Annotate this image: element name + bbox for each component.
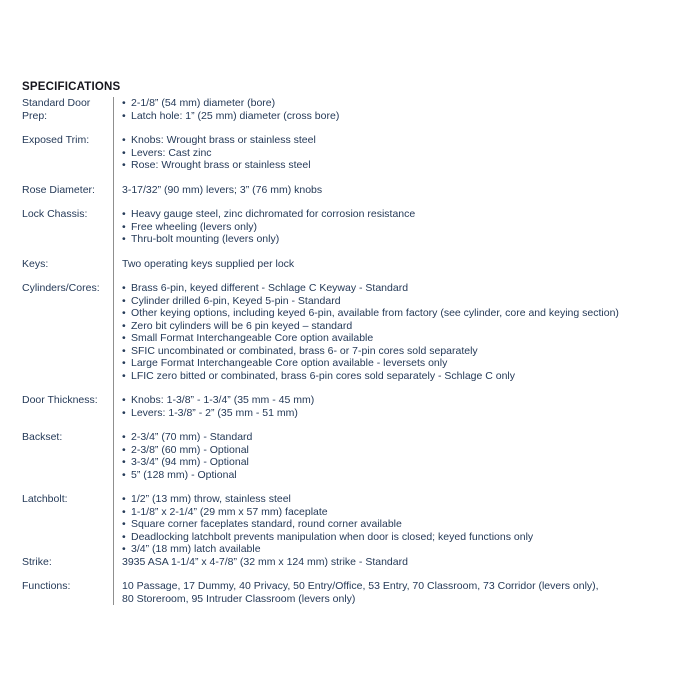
spec-row <box>22 580 692 605</box>
bullet-icon: • <box>122 97 126 109</box>
bullet-text: 2-1/8” (54 mm) diameter (bore) <box>131 97 276 109</box>
bullet-item <box>122 221 692 234</box>
bullet-item <box>122 159 692 172</box>
page-title: SPECIFICATIONS <box>22 81 121 93</box>
bullet-icon: • <box>122 294 126 307</box>
bullet-icon: • <box>122 394 126 406</box>
spec-text-line: 10 Passage, 17 Dummy, 40 Privacy, 50 Entry/Office, 53 Entry, 70 Classroom, 73 Corridor (levers only), <box>122 580 599 592</box>
bullet-text: 3/4” (18 mm) latch available <box>131 543 261 555</box>
spec-row <box>22 493 692 556</box>
spec-label: Backset: <box>22 431 63 443</box>
bullet-text: Thru-bolt mounting (levers only) <box>131 233 280 245</box>
bullet-text: 1/2” (13 mm) throw, stainless steel <box>131 493 291 505</box>
bullet-item <box>122 110 692 123</box>
bullet-text: Square corner faceplates standard, round corner available <box>131 518 402 530</box>
bullet-text: Small Format Interchangeable Core option available <box>131 332 374 344</box>
spec-label: Latchbolt: <box>22 493 68 505</box>
bullet-item <box>122 208 692 221</box>
bullet-icon: • <box>122 282 126 294</box>
spec-label: Cylinders/Cores: <box>22 282 100 294</box>
bullet-icon: • <box>122 543 126 555</box>
bullet-item <box>122 469 692 482</box>
spec-content <box>113 580 692 605</box>
bullet-text: Heavy gauge steel, zinc dichromated for corrosion resistance <box>131 208 416 220</box>
bullet-icon: • <box>122 518 126 530</box>
bullet-icon: • <box>122 208 126 220</box>
bullet-icon: • <box>122 109 126 122</box>
bullet-item <box>122 320 692 333</box>
bullet-icon: • <box>122 146 126 159</box>
bullet-item <box>122 147 692 160</box>
bullet-item <box>122 233 692 246</box>
spec-row <box>22 282 692 394</box>
bullet-text: 3-3/4” (94 mm) - Optional <box>131 456 249 468</box>
bullet-item <box>122 370 692 383</box>
spec-label: Rose Diameter: <box>22 183 95 196</box>
bullet-item <box>122 506 692 519</box>
bullet-text: 2-3/8” (60 mm) - Optional <box>131 443 249 456</box>
bullet-item <box>122 307 692 320</box>
spec-row <box>22 556 692 581</box>
bullet-text: Levers: 1-3/8” - 2” (35 mm - 51 mm) <box>131 406 298 419</box>
spec-label: Door Thickness: <box>22 394 98 406</box>
spec-text-line: 3-17/32” (90 mm) levers; 3” (76 mm) knobs <box>122 183 323 196</box>
bullet-text: Free wheeling (levers only) <box>131 220 258 233</box>
bullet-item <box>122 357 692 370</box>
spec-label: Exposed Trim: <box>22 134 90 146</box>
spec-table <box>22 97 692 605</box>
spec-label: Functions: <box>22 580 71 592</box>
bullet-item <box>122 456 692 469</box>
bullet-item <box>122 295 692 308</box>
bullet-item <box>122 134 692 147</box>
bullet-text: Rose: Wrought brass or stainless steel <box>131 159 311 171</box>
bullet-icon: • <box>122 134 126 146</box>
bullet-item <box>122 543 692 556</box>
bullet-text: Zero bit cylinders will be 6 pin keyed – standard <box>131 319 353 332</box>
bullet-icon: • <box>122 443 126 456</box>
spec-text-line: 3935 ASA 1-1/4” x 4-7/8” (32 mm x 124 mm) strike - Standard <box>122 555 408 568</box>
spec-content <box>113 556 692 581</box>
spec-content <box>113 208 692 258</box>
bullet-icon: • <box>122 319 126 332</box>
bullet-item <box>122 493 692 506</box>
bullet-icon: • <box>122 431 126 443</box>
bullet-icon: • <box>122 307 126 319</box>
spec-label: Standard Door Prep: <box>22 97 91 122</box>
spec-row <box>22 431 692 493</box>
bullet-text: Deadlocking latchbolt prevents manipulation when door is closed; keyed functions only <box>131 530 534 543</box>
bullet-icon: • <box>122 233 126 245</box>
bullet-icon: • <box>122 493 126 505</box>
bullet-icon: • <box>122 505 126 518</box>
bullet-text: SFIC uncombinated or combinated, brass 6- or 7-pin cores sold separately <box>131 344 478 357</box>
bullet-item <box>122 345 692 358</box>
spec-content <box>113 97 692 134</box>
bullet-text: Latch hole: 1” (25 mm) diameter (cross bore) <box>131 109 340 122</box>
bullet-text: LFIC zero bitted or combinated, brass 6-pin cores sold separately - Schlage C only <box>131 369 516 382</box>
spec-row <box>22 394 692 431</box>
spec-content <box>113 258 692 283</box>
spec-content <box>113 431 692 493</box>
bullet-text: Knobs: 1-3/8” - 1-3/4” (35 mm - 45 mm) <box>131 394 315 406</box>
spec-row <box>22 97 692 134</box>
bullet-text: 2-3/4” (70 mm) - Standard <box>131 431 253 443</box>
bullet-icon: • <box>122 357 126 369</box>
bullet-icon: • <box>122 468 126 481</box>
bullet-icon: • <box>122 406 126 419</box>
spec-row <box>22 184 692 209</box>
bullet-icon: • <box>122 220 126 233</box>
spec-content <box>113 394 692 431</box>
bullet-item <box>122 282 692 295</box>
bullet-item <box>122 518 692 531</box>
bullet-icon: • <box>122 369 126 382</box>
bullet-icon: • <box>122 530 126 543</box>
spec-row <box>22 208 692 258</box>
bullet-item <box>122 444 692 457</box>
bullet-item <box>122 97 692 110</box>
spec-content <box>113 134 692 184</box>
spec-row <box>22 258 692 283</box>
bullet-text: Brass 6-pin, keyed different - Schlage C Keyway - Standard <box>131 282 409 294</box>
spec-content <box>113 184 692 209</box>
spec-content <box>113 282 692 394</box>
bullet-item <box>122 431 692 444</box>
bullet-text: Cylinder drilled 6-pin, Keyed 5-pin - Standard <box>131 294 341 307</box>
bullet-icon: • <box>122 159 126 171</box>
bullet-text: Other keying options, including keyed 6-pin, available from factory (see cylinder, core and keying section) <box>131 307 619 319</box>
bullet-item <box>122 394 692 407</box>
bullet-icon: • <box>122 456 126 468</box>
bullet-text: Large Format Interchangeable Core option available - leversets only <box>131 357 448 369</box>
spec-text-line: 80 Storeroom, 95 Intruder Classroom (levers only) <box>122 592 356 605</box>
spec-row <box>22 134 692 184</box>
bullet-item <box>122 332 692 345</box>
bullet-text: Knobs: Wrought brass or stainless steel <box>131 134 316 146</box>
spec-content <box>113 493 692 556</box>
bullet-icon: • <box>122 344 126 357</box>
bullet-text: 1-1/8” x 2-1/4” (29 mm x 57 mm) faceplate <box>131 505 328 518</box>
bullet-icon: • <box>122 332 126 344</box>
bullet-text: 5” (128 mm) - Optional <box>131 468 237 481</box>
bullet-item <box>122 407 692 420</box>
spec-text-line: Two operating keys supplied per lock <box>122 257 295 270</box>
spec-label: Keys: <box>22 257 49 270</box>
bullet-text: Levers: Cast zinc <box>131 146 212 159</box>
spec-label: Lock Chassis: <box>22 208 88 220</box>
spec-label: Strike: <box>22 555 52 568</box>
bullet-item <box>122 531 692 544</box>
